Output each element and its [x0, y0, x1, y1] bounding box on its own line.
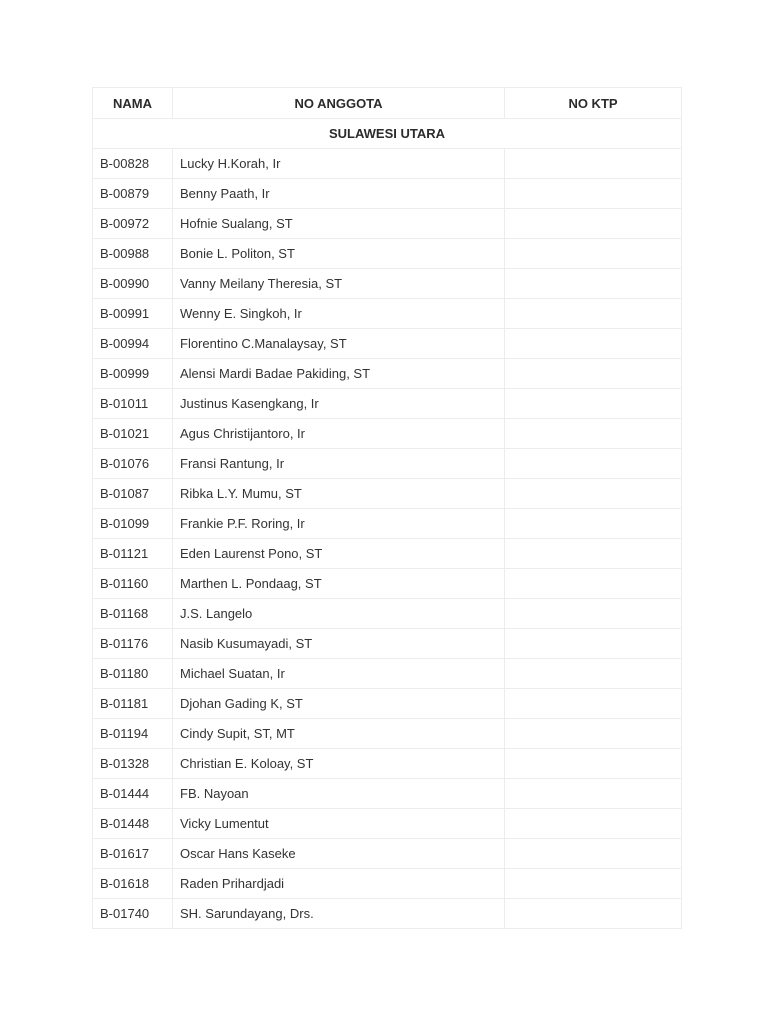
- member-name: Ribka L.Y. Mumu, ST: [173, 479, 505, 509]
- member-code: B-00879: [93, 179, 173, 209]
- member-code: B-01444: [93, 779, 173, 809]
- table-row: [93, 599, 682, 629]
- member-ktp: [505, 629, 682, 659]
- member-code: B-01011: [93, 389, 173, 419]
- member-ktp: [505, 569, 682, 599]
- section-row: [93, 119, 682, 149]
- table-row: [93, 389, 682, 419]
- member-code: B-00991: [93, 299, 173, 329]
- member-name: Benny Paath, Ir: [173, 179, 505, 209]
- member-ktp: [505, 449, 682, 479]
- member-code: B-01176: [93, 629, 173, 659]
- member-name: Marthen L. Pondaag, ST: [173, 569, 505, 599]
- member-name: Vanny Meilany Theresia, ST: [173, 269, 505, 299]
- member-ktp: [505, 869, 682, 899]
- member-ktp: [505, 359, 682, 389]
- member-ktp: [505, 539, 682, 569]
- member-code: B-01740: [93, 899, 173, 929]
- member-list-sheet: [92, 87, 681, 929]
- table-row: [93, 239, 682, 269]
- member-name: FB. Nayoan: [173, 779, 505, 809]
- member-ktp: [505, 509, 682, 539]
- member-ktp: [505, 779, 682, 809]
- member-name: Lucky H.Korah, Ir: [173, 149, 505, 179]
- member-code: B-01076: [93, 449, 173, 479]
- member-ktp: [505, 659, 682, 689]
- member-code: B-01194: [93, 719, 173, 749]
- member-ktp: [505, 479, 682, 509]
- member-ktp: [505, 719, 682, 749]
- member-code: B-01099: [93, 509, 173, 539]
- member-name: Wenny E. Singkoh, Ir: [173, 299, 505, 329]
- member-name: Florentino C.Manalaysay, ST: [173, 329, 505, 359]
- member-name: Hofnie Sualang, ST: [173, 209, 505, 239]
- member-name: Eden Laurenst Pono, ST: [173, 539, 505, 569]
- member-code: B-00972: [93, 209, 173, 239]
- member-name: Bonie L. Politon, ST: [173, 239, 505, 269]
- member-name: Fransi Rantung, Ir: [173, 449, 505, 479]
- table-row: [93, 269, 682, 299]
- member-code: B-01448: [93, 809, 173, 839]
- member-code: B-01328: [93, 749, 173, 779]
- member-code: B-00994: [93, 329, 173, 359]
- table-row: [93, 509, 682, 539]
- member-ktp: [505, 209, 682, 239]
- member-ktp: [505, 299, 682, 329]
- table-row: [93, 539, 682, 569]
- header-nama: NAMA: [93, 88, 173, 119]
- member-name: Alensi Mardi Badae Pakiding, ST: [173, 359, 505, 389]
- table-row: [93, 659, 682, 689]
- member-name: Frankie P.F. Roring, Ir: [173, 509, 505, 539]
- member-code: B-01180: [93, 659, 173, 689]
- member-code: B-00999: [93, 359, 173, 389]
- member-name: Christian E. Koloay, ST: [173, 749, 505, 779]
- member-code: B-01618: [93, 869, 173, 899]
- member-ktp: [505, 809, 682, 839]
- table-row: [93, 749, 682, 779]
- member-name: Vicky Lumentut: [173, 809, 505, 839]
- table-row: [93, 809, 682, 839]
- table-row: [93, 209, 682, 239]
- header-no-ktp: NO KTP: [505, 88, 682, 119]
- member-ktp: [505, 389, 682, 419]
- table-row: [93, 719, 682, 749]
- member-name: J.S. Langelo: [173, 599, 505, 629]
- member-code: B-01021: [93, 419, 173, 449]
- member-code: B-01121: [93, 539, 173, 569]
- table-row: [93, 479, 682, 509]
- table-row: [93, 299, 682, 329]
- member-name: SH. Sarundayang, Drs.: [173, 899, 505, 929]
- member-ktp: [505, 269, 682, 299]
- member-code: B-01181: [93, 689, 173, 719]
- member-ktp: [505, 329, 682, 359]
- member-ktp: [505, 179, 682, 209]
- member-code: B-01087: [93, 479, 173, 509]
- section-title: SULAWESI UTARA: [93, 119, 682, 149]
- member-ktp: [505, 419, 682, 449]
- table-row: [93, 689, 682, 719]
- table-row: [93, 329, 682, 359]
- table-row: [93, 359, 682, 389]
- member-code: B-00828: [93, 149, 173, 179]
- member-ktp: [505, 839, 682, 869]
- table-row: [93, 179, 682, 209]
- member-name: Justinus Kasengkang, Ir: [173, 389, 505, 419]
- member-ktp: [505, 749, 682, 779]
- member-ktp: [505, 239, 682, 269]
- member-code: B-01168: [93, 599, 173, 629]
- header-no-anggota: NO ANGGOTA: [173, 88, 505, 119]
- table-row: [93, 149, 682, 179]
- table-row: [93, 899, 682, 929]
- member-name: Oscar Hans Kaseke: [173, 839, 505, 869]
- header-row: [93, 88, 682, 119]
- member-ktp: [505, 689, 682, 719]
- member-name: Raden Prihardjadi: [173, 869, 505, 899]
- table-row: [93, 779, 682, 809]
- member-ktp: [505, 899, 682, 929]
- member-name: Agus Christijantoro, Ir: [173, 419, 505, 449]
- member-table: [92, 87, 682, 929]
- table-row: [93, 449, 682, 479]
- table-row: [93, 629, 682, 659]
- table-row: [93, 869, 682, 899]
- member-ktp: [505, 599, 682, 629]
- table-row: [93, 419, 682, 449]
- member-name: Michael Suatan, Ir: [173, 659, 505, 689]
- table-row: [93, 839, 682, 869]
- member-name: Cindy Supit, ST, MT: [173, 719, 505, 749]
- member-code: B-01160: [93, 569, 173, 599]
- member-name: Nasib Kusumayadi, ST: [173, 629, 505, 659]
- table-row: [93, 569, 682, 599]
- member-code: B-01617: [93, 839, 173, 869]
- member-code: B-00988: [93, 239, 173, 269]
- member-name: Djohan Gading K, ST: [173, 689, 505, 719]
- member-code: B-00990: [93, 269, 173, 299]
- member-ktp: [505, 149, 682, 179]
